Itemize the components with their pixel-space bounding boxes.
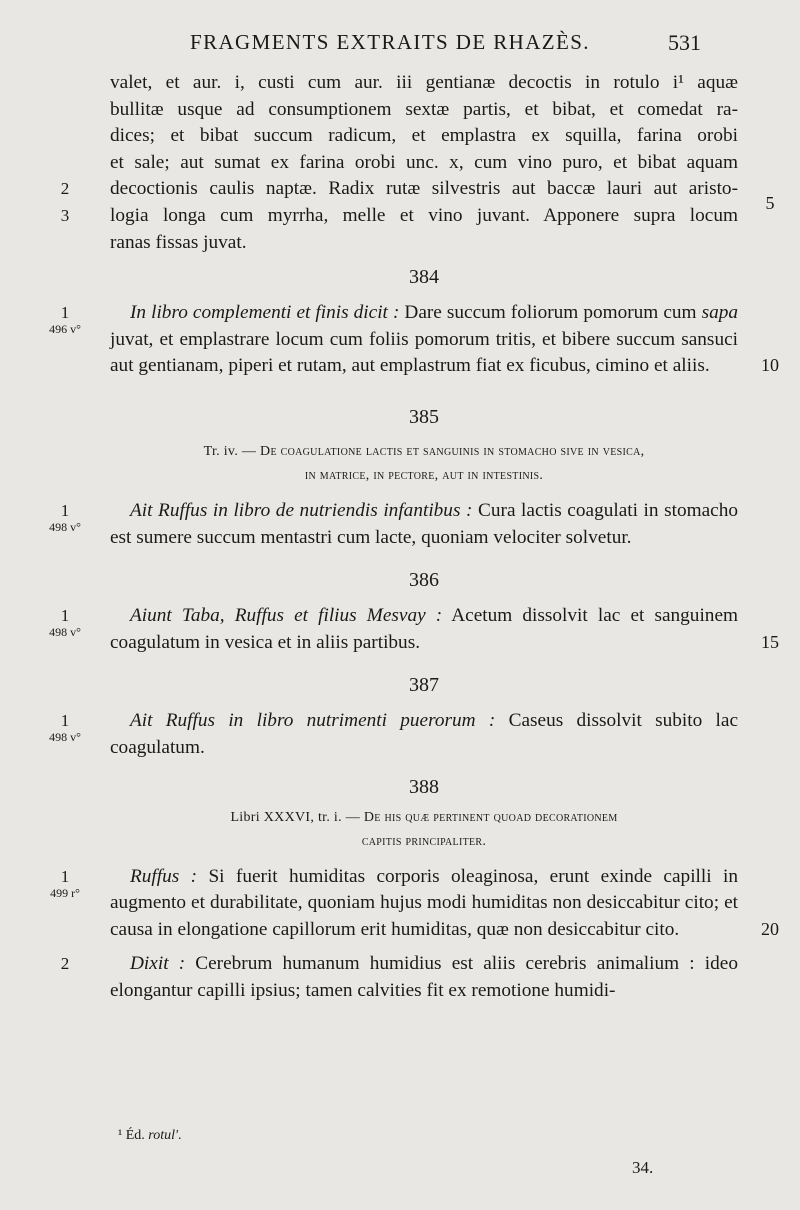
footnote-end: . xyxy=(177,1128,182,1143)
paragraph-387 xyxy=(49,708,739,761)
paragraph-body: juvat, et emplastrare locum cum foliis pomorum tritis, et bibere succum sansuci aut gentianam, piperi et rutam, aut emplastrum fiat ex ficubus, cimino et aliis. xyxy=(110,328,738,377)
margin-number: 1 xyxy=(60,866,70,886)
footnote-text: Éd. xyxy=(122,1128,149,1143)
title-line: De coagulatione lactis et sanguinis in stomacho sive in vesica, xyxy=(260,443,645,459)
paragraph-lead: Ait Ruffus in libro de nutriendis infantibus : xyxy=(130,499,473,521)
title-line: capitis principaliter. xyxy=(361,833,487,849)
running-title: FRAGMENTS EXTRAITS DE RHAZÈS. xyxy=(190,30,590,54)
paragraph-text xyxy=(110,951,738,1004)
section-number-385: 385 xyxy=(409,405,439,428)
paragraph-body: Acetum dissolvit lac et sanguinem coagulatum in vesica et in aliis partibus. xyxy=(110,605,739,653)
paragraph-body: Caseus dissolvit subito lac coagulatum. xyxy=(110,710,739,758)
margin-number: 1 xyxy=(60,303,70,323)
paragraph-lead: Ait Ruffus in libro nutrimenti puerorum : xyxy=(130,710,496,732)
folio-reference: 499 r° xyxy=(50,885,80,900)
paragraph-body: Cura lactis coagulati in stomacho est sumere succum mentastri cum lacte, quoniam velociter solvetur. xyxy=(110,499,738,548)
paragraph-384 xyxy=(49,300,779,380)
section-number-388: 388 xyxy=(409,775,439,798)
footnote-italic: rotul' xyxy=(148,1128,178,1143)
margin-number: 1 xyxy=(60,606,70,626)
paragraph-lead: Aiunt Taba, Ruffus et filius Mesvay : xyxy=(130,605,443,627)
paragraph-388-1 xyxy=(50,864,779,944)
intro-line-4: et sale; aut sumat ex farina orobi unc. x, cum vino puro, et bibat aquam xyxy=(110,151,738,173)
folio-reference: 498 v° xyxy=(49,519,81,534)
margin-number: 1 xyxy=(60,500,70,520)
folio-reference: 498 v° xyxy=(49,625,81,640)
folio-reference: 496 v° xyxy=(49,322,81,337)
page-number: 531 xyxy=(668,30,701,55)
paragraph-text xyxy=(110,603,738,656)
page-header xyxy=(0,30,800,64)
title-line: De his quæ pertinent quoad decorationem xyxy=(363,809,618,825)
intro-paragraph xyxy=(60,70,775,256)
line-number: 15 xyxy=(761,632,779,653)
section-number-386: 386 xyxy=(409,569,439,592)
footnote-mark: ¹ xyxy=(118,1128,123,1143)
paragraph-385 xyxy=(49,498,738,551)
section-number-384: 384 xyxy=(409,266,439,289)
margin-number: 2 xyxy=(60,179,70,198)
paragraph-lead: Dixit : xyxy=(130,953,186,975)
folio-reference: 498 v° xyxy=(49,730,81,745)
title-prefix: Libri XXXVI, tr. i. — xyxy=(230,809,364,825)
intro-line-1: valet, et aur. i, custi cum aur. iii gentianæ decoctis in rotulo i¹ aquæ xyxy=(110,72,738,93)
italic-word: sapa xyxy=(701,302,738,324)
intro-line-5: decoctionis caulis naptæ. Radix rutæ silvestris aut baccæ lauri aut aristo- xyxy=(110,178,738,200)
paragraph-text xyxy=(110,864,738,944)
margin-number: 1 xyxy=(60,711,70,731)
section-number-387: 387 xyxy=(409,674,439,697)
paragraph-text xyxy=(110,708,738,761)
paragraph-lead: In libro complementi et finis dicit : xyxy=(130,302,400,324)
paragraph-body: Cerebrum humanum humidius est aliis cerebris animalium : ideo elongantur capilli ipsius; tamen calvities fit ex remotione humidi- xyxy=(110,953,738,1001)
paragraph-388-2 xyxy=(60,951,738,1004)
footnote xyxy=(118,1128,181,1144)
paragraph-lead: Ruffus : xyxy=(130,865,198,887)
intro-line-2: bullitæ usque ad consumptionem sextæ partis, et bibat, et comedat ra- xyxy=(110,98,738,120)
intro-line-3: dices; et bibat succum radicum, et emplastra ex squilla, farina orobi xyxy=(110,125,738,147)
paragraph-text xyxy=(110,498,738,551)
paragraph-386 xyxy=(49,603,779,656)
margin-number: 2 xyxy=(60,954,70,974)
signature-mark: 34. xyxy=(632,1158,654,1177)
text-column xyxy=(49,70,779,1004)
title-prefix: Tr. iv. — xyxy=(203,443,261,459)
margin-number: 3 xyxy=(60,206,70,225)
paragraph-text xyxy=(110,300,738,380)
intro-line-7: ranas fissas juvat. xyxy=(110,231,247,253)
paragraph-body: Dare succum foliorum pomorum cum xyxy=(399,302,702,324)
section-title-385 xyxy=(110,440,738,488)
line-number: 10 xyxy=(761,355,779,376)
paragraph-body: Si fuerit humiditas corporis oleaginosa, erunt exinde capilli in augmento et durabilitate, quoniam hujus modi humiditas non desiccabitur cito; et causa in elongatione capillorum erit humiditas, quæ non desiccabitur cito. xyxy=(110,865,738,940)
intro-line-6: logia longa cum myrrha, melle et vino juvant. Apponere supra locum xyxy=(110,204,738,226)
section-title-388 xyxy=(110,806,738,854)
line-number: 5 xyxy=(765,193,775,213)
line-number: 20 xyxy=(761,918,779,939)
title-line: in matrice, in pectore, aut in intestinis. xyxy=(304,467,544,483)
